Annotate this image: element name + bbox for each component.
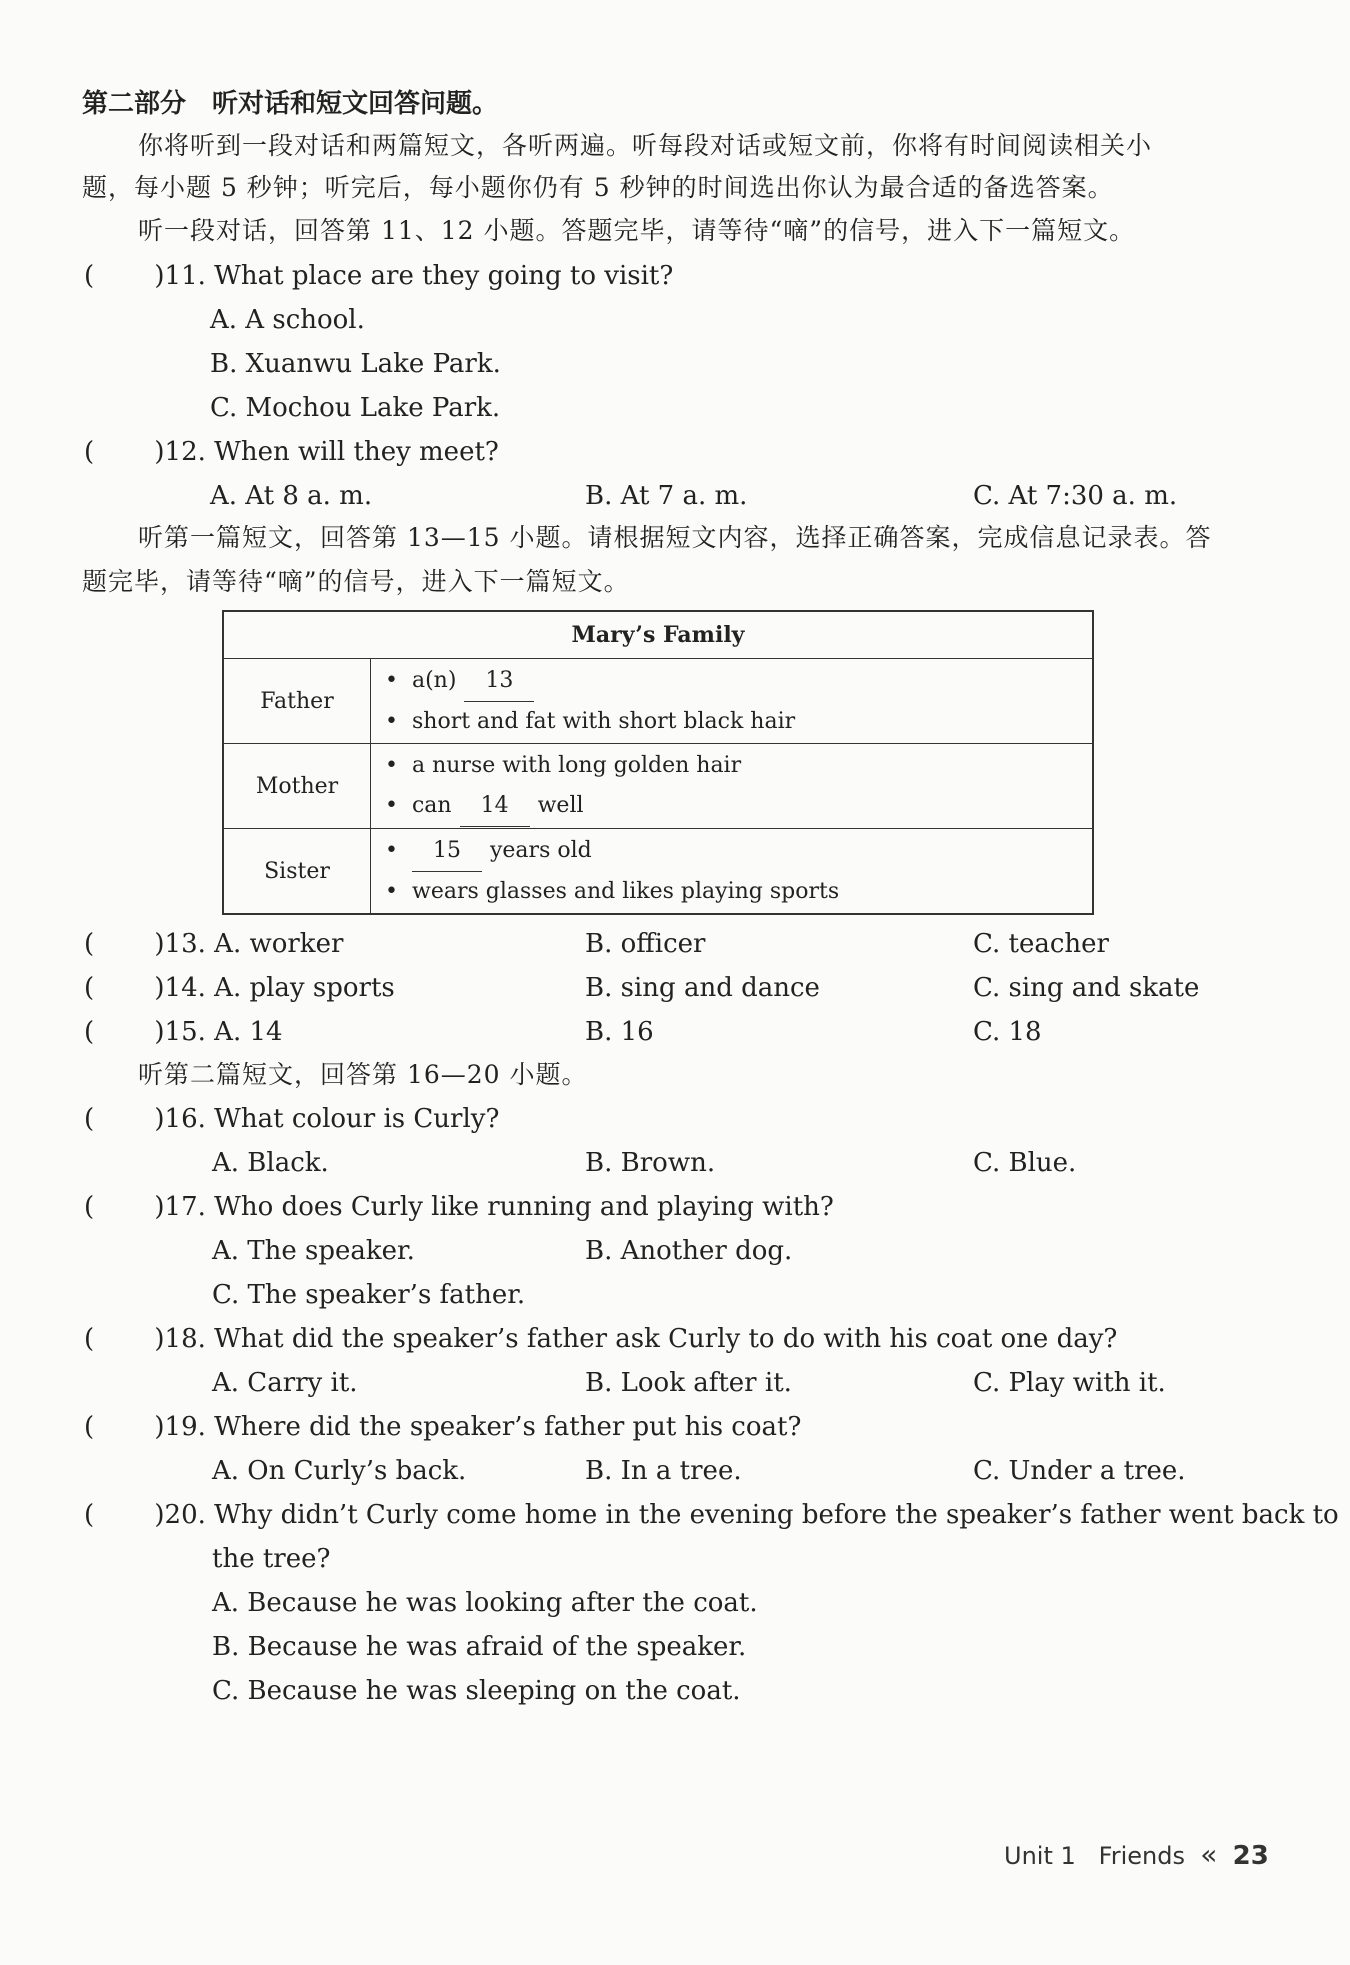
q15-option-b[interactable]: B. 16 — [585, 1017, 654, 1047]
bullet: • — [385, 667, 398, 693]
bullet: • — [385, 792, 398, 818]
intro-line-2: 题，每小题 5 秒钟；听完后，每小题你仍有 5 秒钟的时间选出你认为最合适的备选答案。 — [82, 173, 1114, 202]
section-heading: 第二部分 听对话和短文回答问题。 — [82, 89, 499, 119]
page-number: 23 — [1232, 1841, 1269, 1871]
q16-option-b[interactable]: B. Brown. — [585, 1148, 716, 1178]
q20-stem: ( )20. Why didn’t Curly come home in the evening before the speaker’s father went back to — [84, 1500, 1339, 1530]
intro-line-1: 你将听到一段对话和两篇短文，各听两遍。听每段对话或短文前，你将有时间阅读相关小 — [138, 131, 1153, 160]
row-label-father: Father — [223, 659, 371, 744]
q18-option-a[interactable]: A. Carry it. — [212, 1368, 358, 1398]
passage1-line-1: 听第一篇短文，回答第 13—15 小题。请根据短文内容，选择正确答案，完成信息记录表。答 — [138, 523, 1212, 552]
q11-option-a[interactable]: A. A school. — [210, 305, 365, 335]
marys-family-table — [222, 610, 1094, 915]
blank-15[interactable]: 15 — [412, 831, 482, 872]
double-chevron-left-icon: « — [1200, 1838, 1218, 1871]
footer-unit: Unit 1 — [1004, 1842, 1076, 1870]
page-footer — [1004, 1838, 1269, 1871]
row-label-sister: Sister — [223, 829, 371, 915]
sister-info-2: wears glasses and likes playing sports — [411, 878, 840, 904]
q15-stem[interactable]: ( )15. A. 14 — [84, 1017, 283, 1047]
q15-option-c[interactable]: C. 18 — [973, 1017, 1042, 1047]
bullet: • — [385, 878, 398, 904]
q13-stem[interactable]: ( )13. A. worker — [84, 929, 344, 959]
q19-option-b[interactable]: B. In a tree. — [585, 1456, 742, 1486]
q18-option-b[interactable]: B. Look after it. — [585, 1368, 792, 1398]
q12-option-b[interactable]: B. At 7 a. m. — [585, 481, 748, 511]
q20-option-a[interactable]: A. Because he was looking after the coat. — [212, 1588, 758, 1618]
blank-14[interactable]: 14 — [460, 786, 530, 827]
q19-option-a[interactable]: A. On Curly’s back. — [212, 1456, 467, 1486]
bullet: • — [385, 752, 398, 778]
q20-option-c[interactable]: C. Because he was sleeping on the coat. — [212, 1676, 741, 1706]
table-row-father — [223, 659, 1093, 744]
q17-option-b[interactable]: B. Another dog. — [585, 1236, 793, 1266]
q13-option-b[interactable]: B. officer — [585, 929, 706, 959]
q17-option-a[interactable]: A. The speaker. — [212, 1236, 415, 1266]
mother-info-1: a nurse with long golden hair — [411, 752, 742, 778]
q14-option-c[interactable]: C. sing and skate — [973, 973, 1200, 1003]
q12-option-c[interactable]: C. At 7:30 a. m. — [973, 481, 1178, 511]
q12-stem: ( )12. When will they meet? — [84, 437, 499, 467]
mother-info-2-post: well — [537, 792, 584, 818]
bullet: • — [385, 708, 398, 734]
q11-stem: ( )11. What place are they going to visit? — [84, 261, 674, 291]
father-info-1: a(n) — [411, 667, 457, 693]
passage1-line-2: 题完毕，请等待“嘀”的信号，进入下一篇短文。 — [82, 567, 630, 596]
mother-info-2-pre: can — [411, 792, 452, 818]
q14-stem[interactable]: ( )14. A. play sports — [84, 973, 395, 1003]
intro-line-3: 听一段对话，回答第 11、12 小题。答题完毕，请等待“嘀”的信号，进入下一篇短文。 — [138, 216, 1136, 245]
passage2-intro: 听第二篇短文，回答第 16—20 小题。 — [138, 1060, 588, 1089]
q12-option-a[interactable]: A. At 8 a. m. — [210, 481, 373, 511]
sister-info-1-post: years old — [489, 837, 592, 863]
table-row-sister — [223, 829, 1093, 915]
q14-option-b[interactable]: B. sing and dance — [585, 973, 820, 1003]
q16-option-c[interactable]: C. Blue. — [973, 1148, 1077, 1178]
q20-stem-cont: the tree? — [212, 1544, 331, 1574]
bullet: • — [385, 837, 398, 863]
blank-13[interactable]: 13 — [464, 661, 534, 702]
father-info-2: short and fat with short black hair — [411, 708, 796, 734]
q18-option-c[interactable]: C. Play with it. — [973, 1368, 1166, 1398]
q18-stem: ( )18. What did the speaker’s father ask Curly to do with his coat one day? — [84, 1324, 1118, 1354]
q11-option-b[interactable]: B. Xuanwu Lake Park. — [210, 349, 501, 379]
q11-option-c[interactable]: C. Mochou Lake Park. — [210, 393, 501, 423]
q17-stem: ( )17. Who does Curly like running and playing with? — [84, 1192, 834, 1222]
q13-option-c[interactable]: C. teacher — [973, 929, 1109, 959]
q16-stem: ( )16. What colour is Curly? — [84, 1104, 500, 1134]
q16-option-a[interactable]: A. Black. — [212, 1148, 329, 1178]
q20-option-b[interactable]: B. Because he was afraid of the speaker. — [212, 1632, 747, 1662]
table-row-mother — [223, 744, 1093, 829]
table-title: Mary’s Family — [223, 611, 1093, 659]
row-label-mother: Mother — [223, 744, 371, 829]
q19-stem: ( )19. Where did the speaker’s father put his coat? — [84, 1412, 802, 1442]
q17-option-c[interactable]: C. The speaker’s father. — [212, 1280, 526, 1310]
q19-option-c[interactable]: C. Under a tree. — [973, 1456, 1186, 1486]
footer-title: Friends — [1098, 1842, 1185, 1870]
